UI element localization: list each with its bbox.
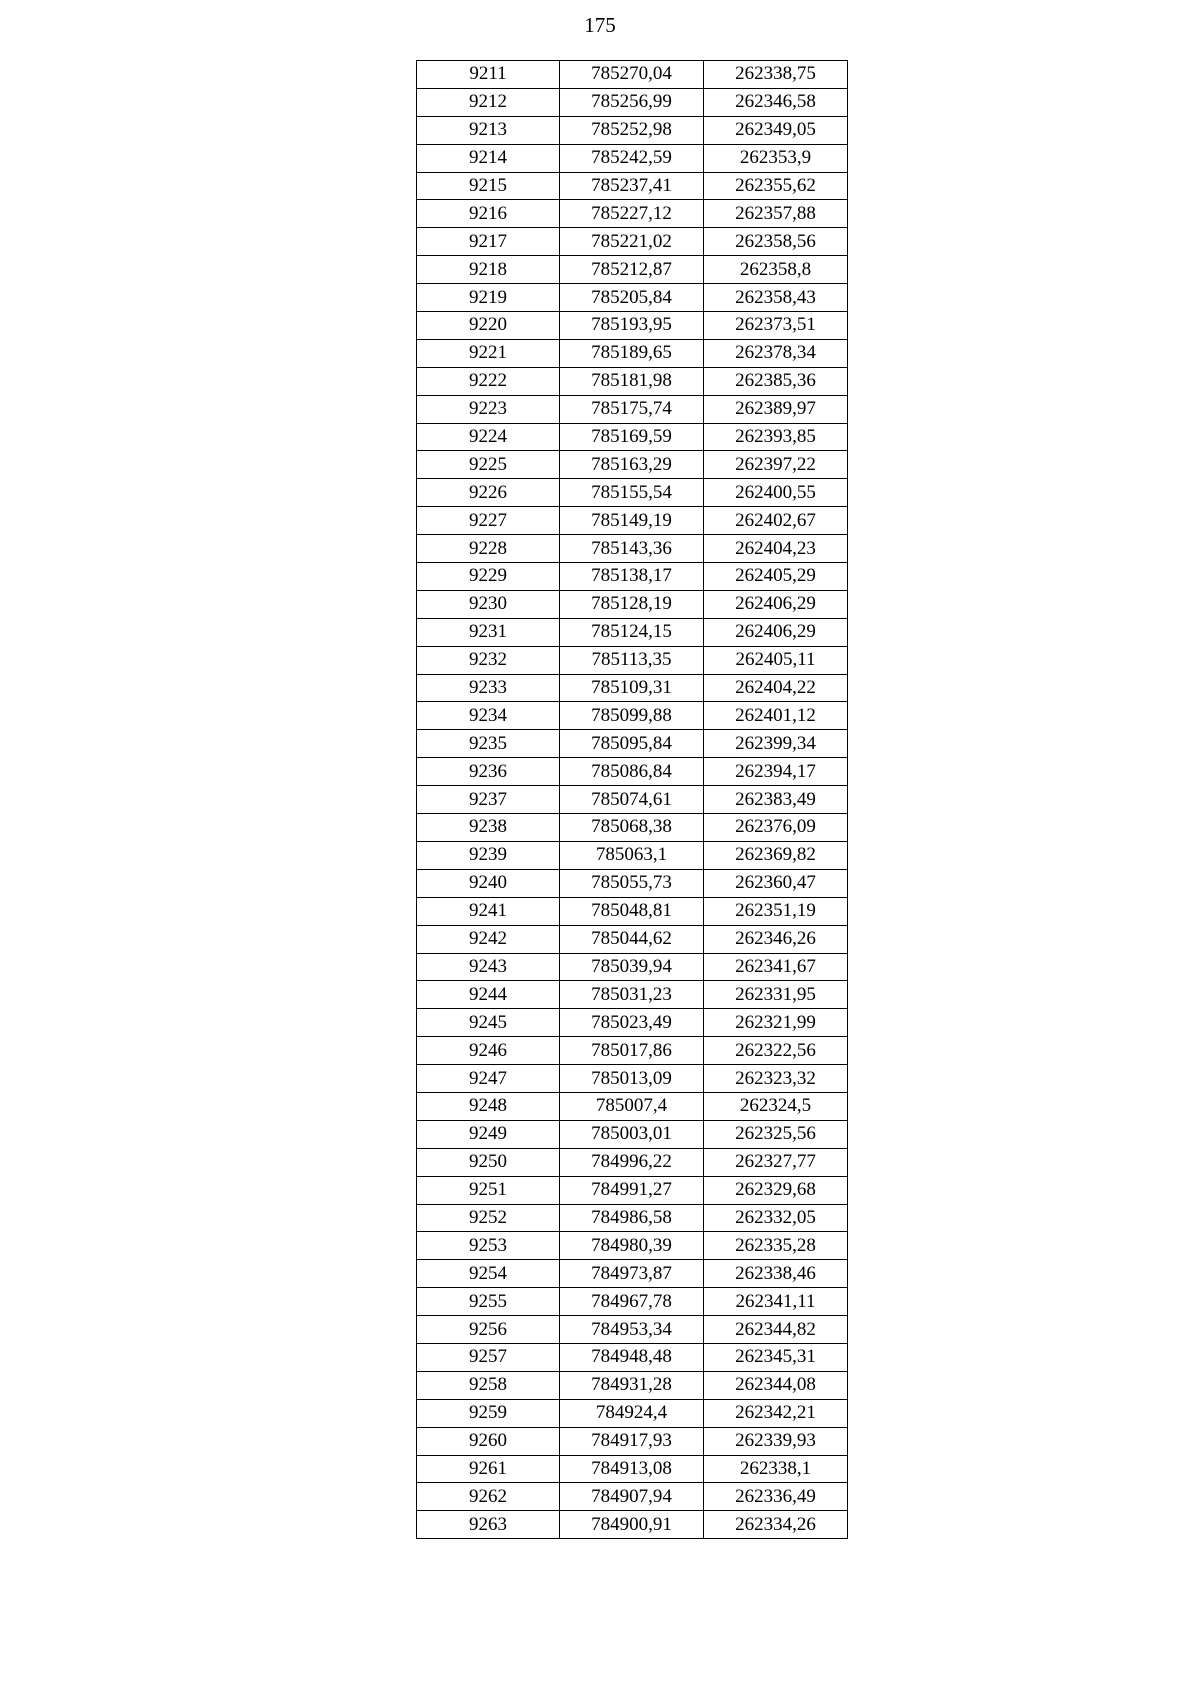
- table-row: [417, 563, 848, 591]
- y-coordinate-cell: 262358,56: [704, 228, 848, 256]
- x-coordinate-cell: 785138,17: [560, 563, 704, 591]
- y-coordinate-cell: 262327,77: [704, 1148, 848, 1176]
- point-number-cell: 9242: [417, 925, 560, 953]
- x-coordinate-cell: 784900,91: [560, 1511, 704, 1539]
- y-coordinate-cell: 262321,99: [704, 1009, 848, 1037]
- y-coordinate-cell: 262402,67: [704, 507, 848, 535]
- point-number-cell: 9249: [417, 1120, 560, 1148]
- point-number-cell: 9233: [417, 674, 560, 702]
- y-coordinate-cell: 262394,17: [704, 758, 848, 786]
- table-row: [417, 312, 848, 340]
- table-row: [417, 144, 848, 172]
- table-row: [417, 674, 848, 702]
- x-coordinate-cell: 785099,88: [560, 702, 704, 730]
- y-coordinate-cell: 262351,19: [704, 897, 848, 925]
- point-number-cell: 9258: [417, 1371, 560, 1399]
- table-row: [417, 702, 848, 730]
- point-number-cell: 9220: [417, 312, 560, 340]
- x-coordinate-cell: 785237,41: [560, 172, 704, 200]
- table-row: [417, 925, 848, 953]
- table-row: [417, 395, 848, 423]
- point-number-cell: 9217: [417, 228, 560, 256]
- point-number-cell: 9232: [417, 646, 560, 674]
- point-number-cell: 9228: [417, 535, 560, 563]
- y-coordinate-cell: 262357,88: [704, 200, 848, 228]
- table-row: [417, 730, 848, 758]
- table-row: [417, 1260, 848, 1288]
- x-coordinate-cell: 784907,94: [560, 1483, 704, 1511]
- point-number-cell: 9256: [417, 1316, 560, 1344]
- y-coordinate-cell: 262400,55: [704, 479, 848, 507]
- x-coordinate-cell: 785163,29: [560, 451, 704, 479]
- point-number-cell: 9260: [417, 1427, 560, 1455]
- x-coordinate-cell: 785169,59: [560, 423, 704, 451]
- y-coordinate-cell: 262345,31: [704, 1343, 848, 1371]
- x-coordinate-cell: 784924,4: [560, 1399, 704, 1427]
- x-coordinate-cell: 784917,93: [560, 1427, 704, 1455]
- table-row: [417, 1483, 848, 1511]
- x-coordinate-cell: 785013,09: [560, 1065, 704, 1093]
- y-coordinate-cell: 262383,49: [704, 786, 848, 814]
- point-number-cell: 9238: [417, 814, 560, 842]
- table-row: [417, 758, 848, 786]
- y-coordinate-cell: 262338,75: [704, 61, 848, 89]
- point-number-cell: 9214: [417, 144, 560, 172]
- x-coordinate-cell: 785175,74: [560, 395, 704, 423]
- table-row: [417, 507, 848, 535]
- point-number-cell: 9216: [417, 200, 560, 228]
- y-coordinate-cell: 262406,29: [704, 618, 848, 646]
- point-number-cell: 9248: [417, 1092, 560, 1120]
- y-coordinate-cell: 262360,47: [704, 869, 848, 897]
- y-coordinate-cell: 262346,26: [704, 925, 848, 953]
- x-coordinate-cell: 785181,98: [560, 367, 704, 395]
- x-coordinate-cell: 785074,61: [560, 786, 704, 814]
- y-coordinate-cell: 262331,95: [704, 981, 848, 1009]
- point-number-cell: 9218: [417, 256, 560, 284]
- y-coordinate-cell: 262336,49: [704, 1483, 848, 1511]
- table-row: [417, 814, 848, 842]
- point-number-cell: 9241: [417, 897, 560, 925]
- point-number-cell: 9227: [417, 507, 560, 535]
- table-row: [417, 953, 848, 981]
- table-row: [417, 116, 848, 144]
- point-number-cell: 9212: [417, 88, 560, 116]
- x-coordinate-cell: 785007,4: [560, 1092, 704, 1120]
- point-number-cell: 9247: [417, 1065, 560, 1093]
- table-row: [417, 88, 848, 116]
- table-row: [417, 981, 848, 1009]
- y-coordinate-cell: 262325,56: [704, 1120, 848, 1148]
- x-coordinate-cell: 785063,1: [560, 841, 704, 869]
- table-row: [417, 228, 848, 256]
- y-coordinate-cell: 262369,82: [704, 841, 848, 869]
- table-row: [417, 1120, 848, 1148]
- point-number-cell: 9229: [417, 563, 560, 591]
- point-number-cell: 9243: [417, 953, 560, 981]
- x-coordinate-cell: 785055,73: [560, 869, 704, 897]
- x-coordinate-cell: 785109,31: [560, 674, 704, 702]
- y-coordinate-cell: 262349,05: [704, 116, 848, 144]
- x-coordinate-cell: 785149,19: [560, 507, 704, 535]
- table-row: [417, 1204, 848, 1232]
- y-coordinate-cell: 262338,1: [704, 1455, 848, 1483]
- table-row: [417, 1092, 848, 1120]
- point-number-cell: 9245: [417, 1009, 560, 1037]
- table-row: [417, 1316, 848, 1344]
- x-coordinate-cell: 784948,48: [560, 1343, 704, 1371]
- point-number-cell: 9257: [417, 1343, 560, 1371]
- y-coordinate-cell: 262332,05: [704, 1204, 848, 1232]
- point-number-cell: 9215: [417, 172, 560, 200]
- y-coordinate-cell: 262393,85: [704, 423, 848, 451]
- point-number-cell: 9237: [417, 786, 560, 814]
- table-row: [417, 1037, 848, 1065]
- point-number-cell: 9262: [417, 1483, 560, 1511]
- y-coordinate-cell: 262338,46: [704, 1260, 848, 1288]
- point-number-cell: 9251: [417, 1176, 560, 1204]
- y-coordinate-cell: 262329,68: [704, 1176, 848, 1204]
- x-coordinate-cell: 785124,15: [560, 618, 704, 646]
- x-coordinate-cell: 785155,54: [560, 479, 704, 507]
- y-coordinate-cell: 262358,8: [704, 256, 848, 284]
- y-coordinate-cell: 262397,22: [704, 451, 848, 479]
- x-coordinate-cell: 785205,84: [560, 284, 704, 312]
- y-coordinate-cell: 262342,21: [704, 1399, 848, 1427]
- y-coordinate-cell: 262358,43: [704, 284, 848, 312]
- x-coordinate-cell: 785086,84: [560, 758, 704, 786]
- y-coordinate-cell: 262344,82: [704, 1316, 848, 1344]
- table-row: [417, 1176, 848, 1204]
- x-coordinate-cell: 784991,27: [560, 1176, 704, 1204]
- coordinates-table-body: [417, 61, 848, 1539]
- x-coordinate-cell: 784953,34: [560, 1316, 704, 1344]
- table-row: [417, 423, 848, 451]
- table-row: [417, 200, 848, 228]
- point-number-cell: 9252: [417, 1204, 560, 1232]
- table-row: [417, 618, 848, 646]
- point-number-cell: 9213: [417, 116, 560, 144]
- point-number-cell: 9219: [417, 284, 560, 312]
- table-row: [417, 590, 848, 618]
- table-row: [417, 61, 848, 89]
- x-coordinate-cell: 785039,94: [560, 953, 704, 981]
- point-number-cell: 9231: [417, 618, 560, 646]
- point-number-cell: 9244: [417, 981, 560, 1009]
- x-coordinate-cell: 784973,87: [560, 1260, 704, 1288]
- x-coordinate-cell: 785003,01: [560, 1120, 704, 1148]
- table-row: [417, 1009, 848, 1037]
- y-coordinate-cell: 262404,22: [704, 674, 848, 702]
- x-coordinate-cell: 785143,36: [560, 535, 704, 563]
- y-coordinate-cell: 262324,5: [704, 1092, 848, 1120]
- y-coordinate-cell: 262353,9: [704, 144, 848, 172]
- table-row: [417, 1232, 848, 1260]
- y-coordinate-cell: 262335,28: [704, 1232, 848, 1260]
- x-coordinate-cell: 785128,19: [560, 590, 704, 618]
- point-number-cell: 9246: [417, 1037, 560, 1065]
- point-number-cell: 9221: [417, 339, 560, 367]
- y-coordinate-cell: 262376,09: [704, 814, 848, 842]
- table-row: [417, 451, 848, 479]
- table-row: [417, 1511, 848, 1539]
- x-coordinate-cell: 784986,58: [560, 1204, 704, 1232]
- x-coordinate-cell: 785193,95: [560, 312, 704, 340]
- point-number-cell: 9259: [417, 1399, 560, 1427]
- point-number-cell: 9224: [417, 423, 560, 451]
- point-number-cell: 9230: [417, 590, 560, 618]
- y-coordinate-cell: 262346,58: [704, 88, 848, 116]
- y-coordinate-cell: 262323,32: [704, 1065, 848, 1093]
- x-coordinate-cell: 785221,02: [560, 228, 704, 256]
- x-coordinate-cell: 785031,23: [560, 981, 704, 1009]
- x-coordinate-cell: 785270,04: [560, 61, 704, 89]
- x-coordinate-cell: 785068,38: [560, 814, 704, 842]
- table-row: [417, 1065, 848, 1093]
- table-row: [417, 1399, 848, 1427]
- page-number: 175: [584, 13, 616, 37]
- point-number-cell: 9261: [417, 1455, 560, 1483]
- y-coordinate-cell: 262378,34: [704, 339, 848, 367]
- y-coordinate-cell: 262334,26: [704, 1511, 848, 1539]
- table-row: [417, 841, 848, 869]
- table-row: [417, 1427, 848, 1455]
- x-coordinate-cell: 785048,81: [560, 897, 704, 925]
- y-coordinate-cell: 262405,11: [704, 646, 848, 674]
- point-number-cell: 9250: [417, 1148, 560, 1176]
- x-coordinate-cell: 784980,39: [560, 1232, 704, 1260]
- x-coordinate-cell: 785095,84: [560, 730, 704, 758]
- x-coordinate-cell: 785252,98: [560, 116, 704, 144]
- y-coordinate-cell: 262373,51: [704, 312, 848, 340]
- y-coordinate-cell: 262344,08: [704, 1371, 848, 1399]
- point-number-cell: 9239: [417, 841, 560, 869]
- y-coordinate-cell: 262399,34: [704, 730, 848, 758]
- table-row: [417, 367, 848, 395]
- point-number-cell: 9223: [417, 395, 560, 423]
- point-number-cell: 9254: [417, 1260, 560, 1288]
- x-coordinate-cell: 785044,62: [560, 925, 704, 953]
- table-row: [417, 1371, 848, 1399]
- y-coordinate-cell: 262389,97: [704, 395, 848, 423]
- table-row: [417, 1343, 848, 1371]
- x-coordinate-cell: 785017,86: [560, 1037, 704, 1065]
- x-coordinate-cell: 785256,99: [560, 88, 704, 116]
- table-row: [417, 256, 848, 284]
- table-row: [417, 897, 848, 925]
- table-row: [417, 786, 848, 814]
- point-number-cell: 9240: [417, 869, 560, 897]
- x-coordinate-cell: 785189,65: [560, 339, 704, 367]
- table-row: [417, 535, 848, 563]
- x-coordinate-cell: 784913,08: [560, 1455, 704, 1483]
- table-row: [417, 646, 848, 674]
- table-row: [417, 339, 848, 367]
- x-coordinate-cell: 784931,28: [560, 1371, 704, 1399]
- table-row: [417, 869, 848, 897]
- point-number-cell: 9255: [417, 1288, 560, 1316]
- point-number-cell: 9263: [417, 1511, 560, 1539]
- y-coordinate-cell: 262401,12: [704, 702, 848, 730]
- x-coordinate-cell: 785227,12: [560, 200, 704, 228]
- point-number-cell: 9225: [417, 451, 560, 479]
- y-coordinate-cell: 262404,23: [704, 535, 848, 563]
- y-coordinate-cell: 262406,29: [704, 590, 848, 618]
- x-coordinate-cell: 785242,59: [560, 144, 704, 172]
- point-number-cell: 9211: [417, 61, 560, 89]
- point-number-cell: 9234: [417, 702, 560, 730]
- point-number-cell: 9235: [417, 730, 560, 758]
- point-number-cell: 9222: [417, 367, 560, 395]
- table-row: [417, 1288, 848, 1316]
- table-row: [417, 1148, 848, 1176]
- point-number-cell: 9236: [417, 758, 560, 786]
- y-coordinate-cell: 262355,62: [704, 172, 848, 200]
- coordinates-table: [416, 60, 848, 1539]
- y-coordinate-cell: 262405,29: [704, 563, 848, 591]
- point-number-cell: 9226: [417, 479, 560, 507]
- x-coordinate-cell: 785113,35: [560, 646, 704, 674]
- table-row: [417, 479, 848, 507]
- table-row: [417, 284, 848, 312]
- point-number-cell: 9253: [417, 1232, 560, 1260]
- y-coordinate-cell: 262322,56: [704, 1037, 848, 1065]
- x-coordinate-cell: 785023,49: [560, 1009, 704, 1037]
- y-coordinate-cell: 262385,36: [704, 367, 848, 395]
- y-coordinate-cell: 262341,67: [704, 953, 848, 981]
- x-coordinate-cell: 785212,87: [560, 256, 704, 284]
- y-coordinate-cell: 262341,11: [704, 1288, 848, 1316]
- y-coordinate-cell: 262339,93: [704, 1427, 848, 1455]
- table-row: [417, 172, 848, 200]
- x-coordinate-cell: 784967,78: [560, 1288, 704, 1316]
- x-coordinate-cell: 784996,22: [560, 1148, 704, 1176]
- table-row: [417, 1455, 848, 1483]
